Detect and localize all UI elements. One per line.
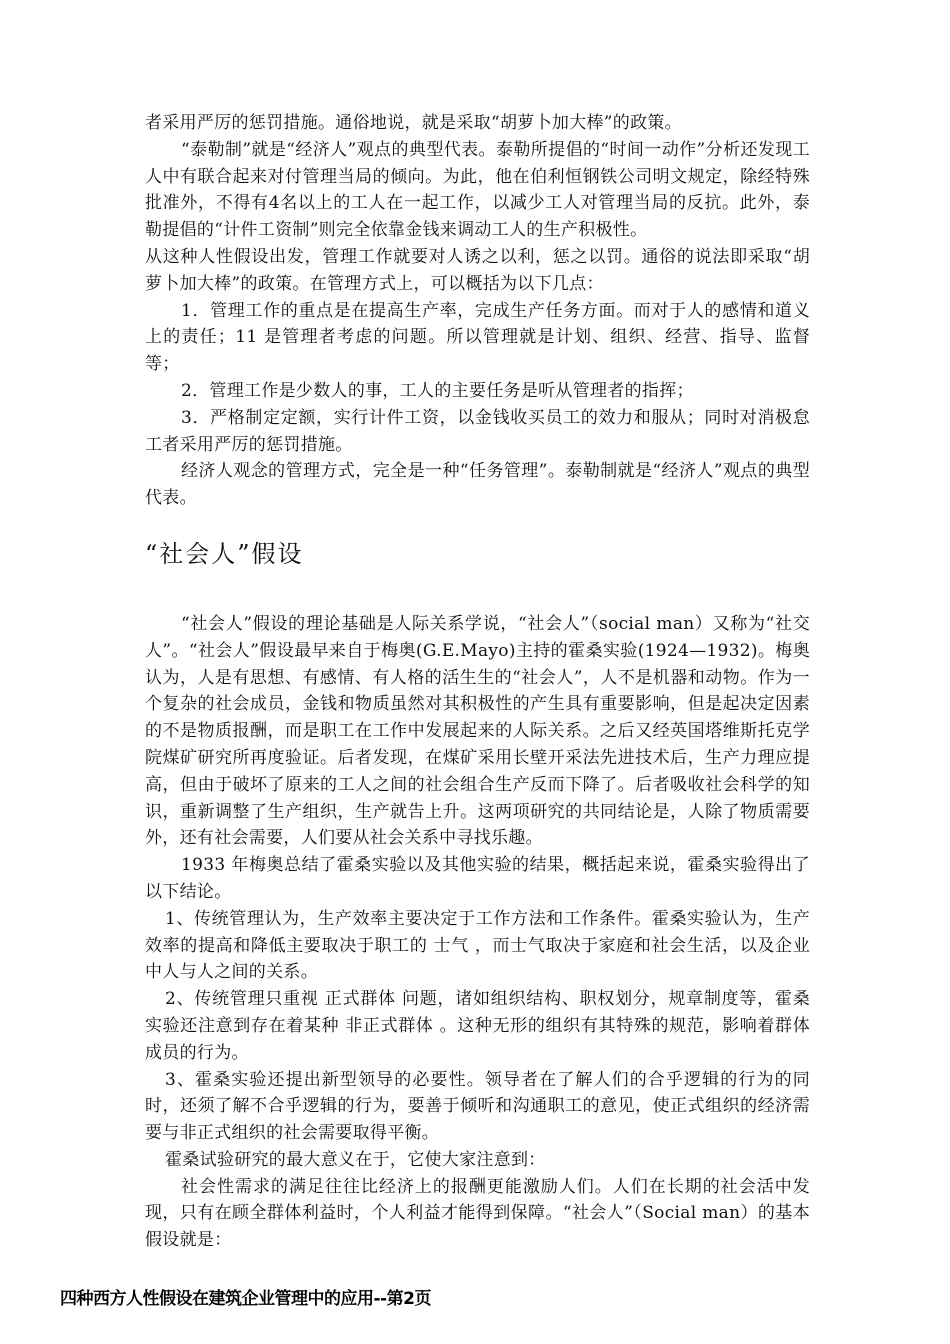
p-assumption: 从这种人性假设出发，管理工作就要对人诱之以利，惩之以罚。通俗的说法即采取“胡萝卜加大棒”的政策。在管理方式上，可以概括为以下几点： bbox=[145, 246, 810, 294]
p-conclusion2: 2、传统管理只重视 正式群体 问题，诸如组织结构、职权划分，规章制度等，霍桑实验还注意到存在着某种 非正式群体 。这种无形的组织有其特殊的规范，影响着群体成员的行为。 bbox=[145, 989, 810, 1063]
p-social-basis: “社会人”假设的理论基础是人际关系学说，“社会人”（social man）又称为“社交人”。“社会人”假设最早来自于梅奥(G.E.Mayo)主持的霍桑实验(1924—1932)。梅奥认为，人是有思想、有感情、有人格的活生生的“社会人”，人不是机器和动物。作为一个复杂的社会成员，金钱和物质虽然对其积极性的产生具有重要影响，但是起决定因素的不是物质报酬，而是职工在工作中发展起来的人际关系。之后又经英国塔维斯托克学院煤矿研究所再度验证。后者发现，在煤矿采用长壁开采法先进技术后，生产力理应提高，但由于破坏了原来的工人之间的社会组合生产反而下降了。后者吸收社会科学的知识，重新调整了生产组织，生产就告上升。这两项研究的共同结论是，人除了物质需要外，还有社会需要，人们要从社会关系中寻找乐趣。 bbox=[145, 613, 810, 849]
p-intro: 者采用严厉的惩罚措施。通俗地说，就是采取“胡萝卜加大棒”的政策。 bbox=[145, 113, 682, 133]
p-social-needs: 社会性需求的满足往往比经济上的报酬更能激励人们。人们在长期的社会活中发现，只有在顾全群体利益时，个人利益才能得到保障。“社会人”（Social man）的基本假设就是： bbox=[145, 1176, 810, 1251]
section-economic-man bbox=[145, 110, 810, 512]
page-footer: 四种西方人性假设在建筑企业管理中的应用--第2页 bbox=[60, 1289, 431, 1309]
p-economic: 经济人观念的管理方式，完全是一种“任务管理”。泰勒制就是“经济人”观点的典型代表。 bbox=[145, 461, 810, 509]
p-conclusion3: 3、霍桑实验还提出新型领导的必要性。领导者在了解人们的合乎逻辑的行为的同时，还须了解不合乎逻辑的行为，要善于倾听和沟通职工的意见，使正式组织的经济需要与非正式组织的社会需要取得平衡。 bbox=[145, 1069, 810, 1144]
section-heading-social-man: “社会人”假设 bbox=[145, 539, 304, 568]
p-point3: 3．严格制定定额，实行计件工资，以金钱收买员工的效力和服从；同时对消极怠工者采用严厉的惩罚措施。 bbox=[145, 407, 810, 455]
p-point2: 2．管理工作是少数人的事，工人的主要任务是听从管理者的指挥； bbox=[181, 380, 694, 401]
p-1933: 1933 年梅奥总结了霍桑实验以及其他实验的结果，概括起来说，霍桑实验得出了以下结论。 bbox=[145, 855, 810, 902]
p-taylor: “泰勒制”就是“经济人”观点的典型代表。泰勒所提倡的“时间一动作”分析还发现工人中有联合起来对付管理当局的倾向。为此，他在伯利恒钢铁公司明文规定，除经特殊批准外，不得有4名以上的工人在一起工作，以减少工人对管理当局的反抗。此外，泰勒提倡的“计件工资制”则完全依靠金钱来调动工人的生产积极性。 bbox=[145, 139, 810, 241]
p-significance: 霍桑试验研究的最大意义在于，它使大家注意到： bbox=[165, 1149, 546, 1170]
p-conclusion1: 1、传统管理认为，生产效率主要决定于工作方法和工作条件。霍桑实验认为，生产效率的提高和降低主要取决于职工的 士气 ，而士气取决于家庭和社会生活，以及企业中人与人之间的关系。 bbox=[145, 908, 810, 983]
section-social-man bbox=[145, 611, 810, 1254]
p-point1: 1．管理工作的重点是在提高生产率，完成生产任务方面。而对于人的感情和道义上的责任；11 是管理者考虑的问题。所以管理就是计划、组织、经营、指导、监督等； bbox=[145, 300, 810, 375]
document-body bbox=[145, 110, 810, 1254]
